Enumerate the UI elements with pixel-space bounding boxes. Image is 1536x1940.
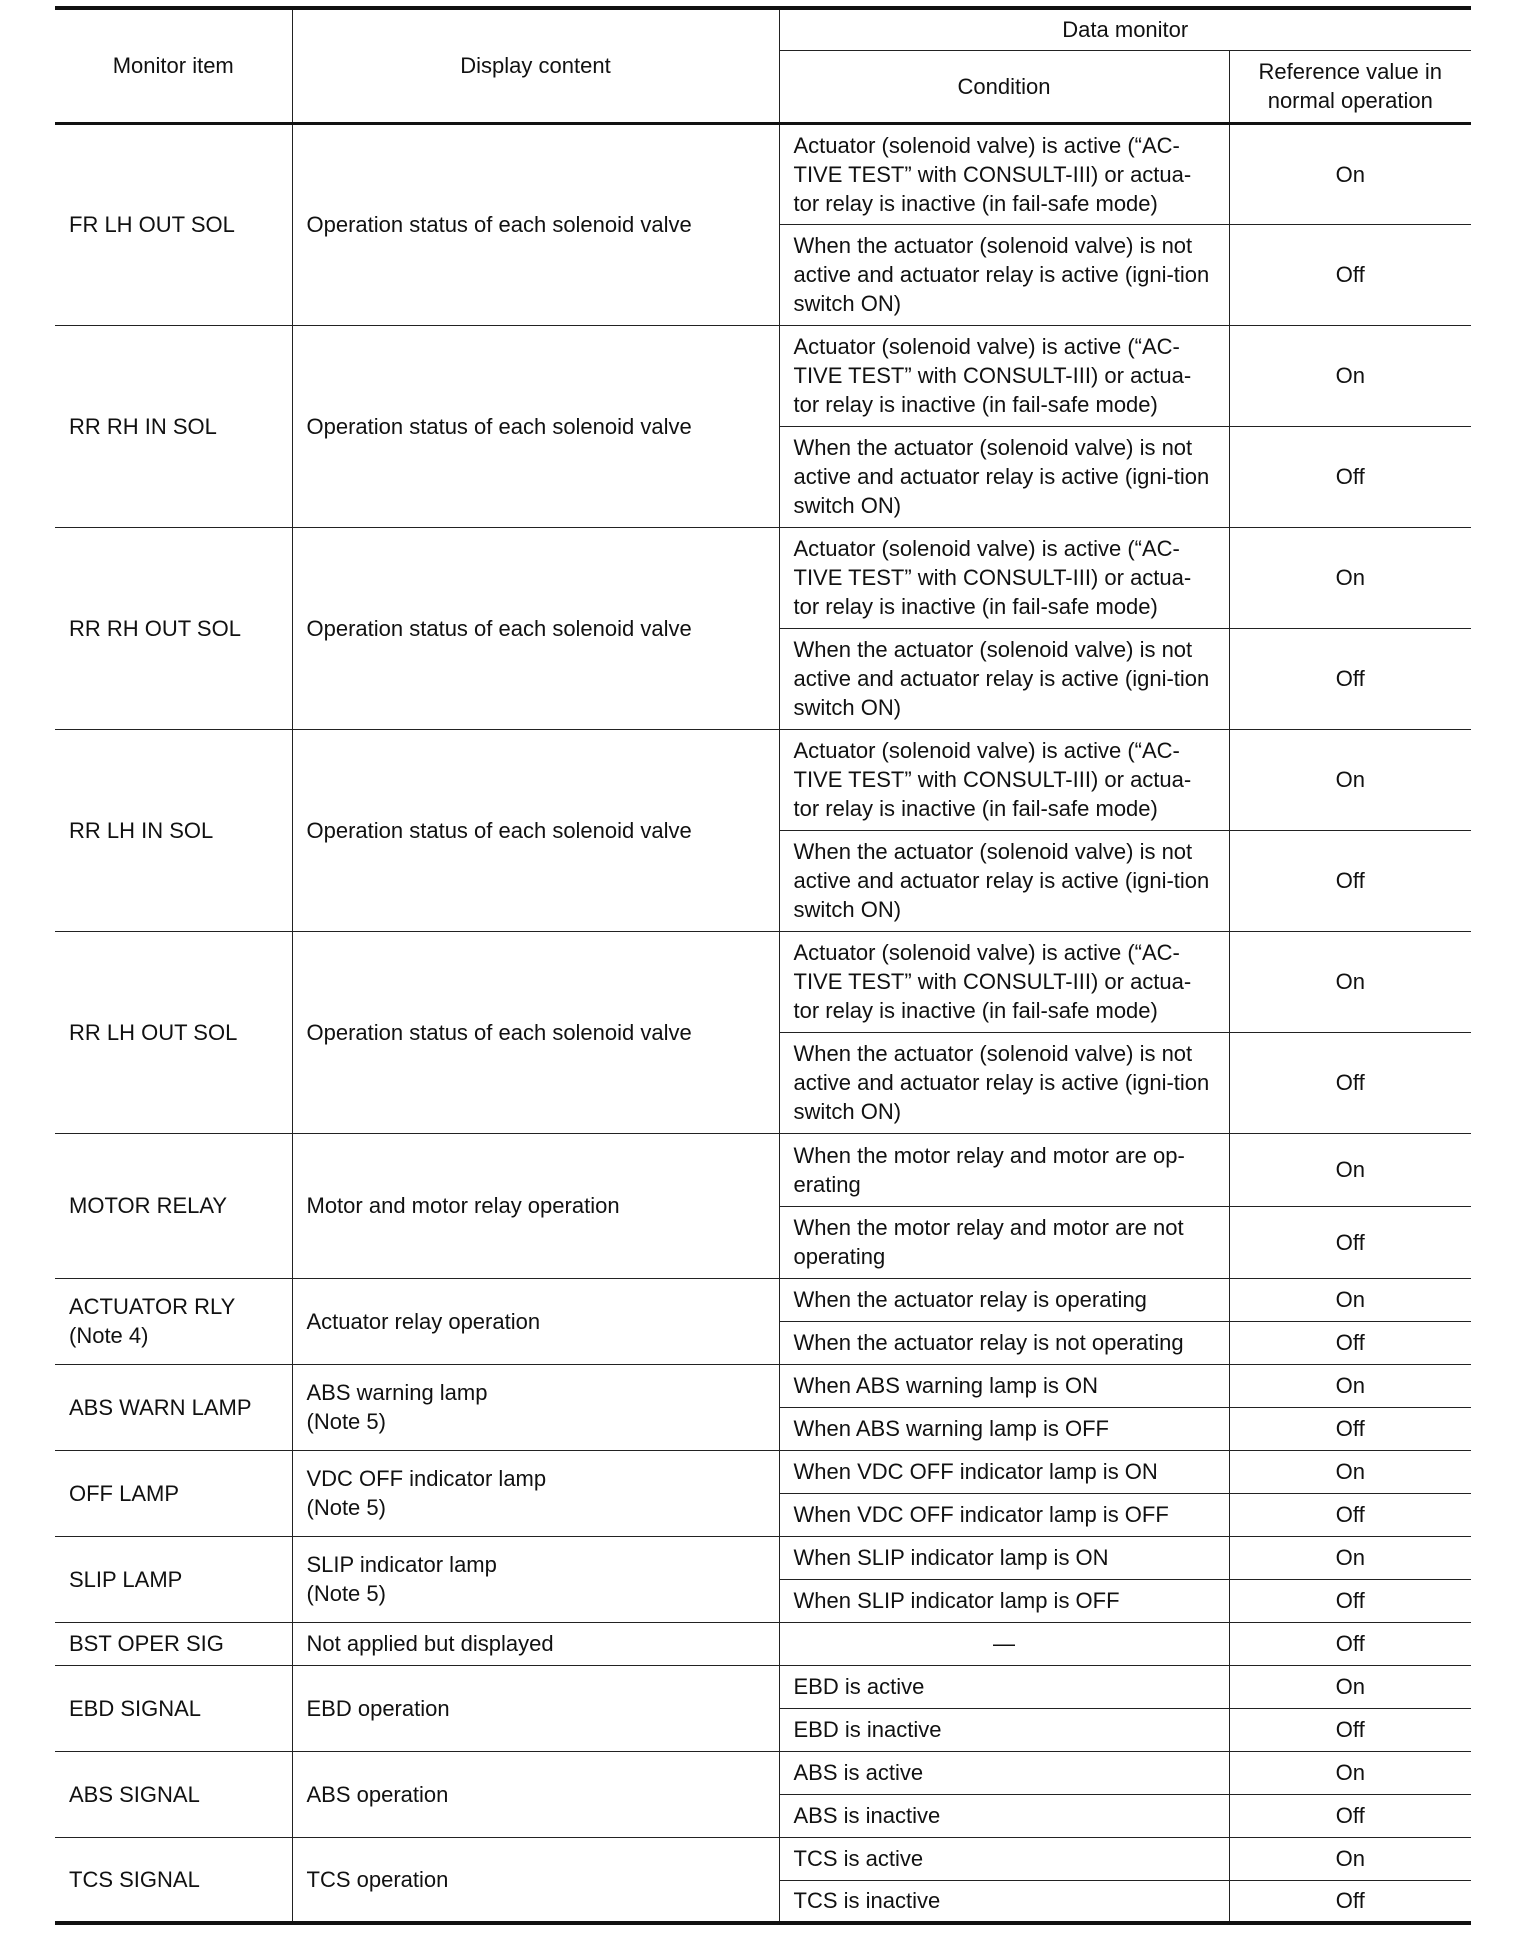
reference-value-cell: On [1229, 729, 1471, 830]
reference-value-cell: On [1229, 1751, 1471, 1794]
monitor-item-cell: FR LH OUT SOL [55, 123, 292, 325]
reference-value-cell: Off [1229, 1622, 1471, 1665]
reference-value-cell: On [1229, 527, 1471, 628]
condition-cell: When the actuator (solenoid valve) is not active and actuator relay is active (igni-tion switch ON) [779, 1032, 1229, 1133]
display-content-cell: Operation status of each solenoid valve [292, 123, 779, 325]
condition-cell: Actuator (solenoid valve) is active (“AC-TIVE TEST” with CONSULT-III) or actua-tor relay is inactive (in fail-safe mode) [779, 325, 1229, 426]
table-row [55, 527, 1471, 628]
reference-value-cell: Off [1229, 628, 1471, 729]
reference-value-cell: Off [1229, 1032, 1471, 1133]
reference-value-cell: Off [1229, 1880, 1471, 1923]
condition-cell: When VDC OFF indicator lamp is ON [779, 1450, 1229, 1493]
table-row [55, 729, 1471, 830]
monitor-item-cell: SLIP LAMP [55, 1536, 292, 1622]
display-content-cell: TCS operation [292, 1837, 779, 1923]
table-row [55, 1837, 1471, 1880]
condition-cell: When VDC OFF indicator lamp is OFF [779, 1493, 1229, 1536]
table-row [55, 931, 1471, 1032]
display-content-cell: Operation status of each solenoid valve [292, 527, 779, 729]
table-row [55, 325, 1471, 426]
display-content-cell: Operation status of each solenoid valve [292, 931, 779, 1133]
condition-cell: When the actuator relay is operating [779, 1278, 1229, 1321]
reference-value-cell: On [1229, 325, 1471, 426]
display-content-cell: VDC OFF indicator lamp (Note 5) [292, 1450, 779, 1536]
display-content-cell: SLIP indicator lamp (Note 5) [292, 1536, 779, 1622]
reference-value-cell: On [1229, 1133, 1471, 1206]
monitor-item-cell: RR RH OUT SOL [55, 527, 292, 729]
condition-cell: When the actuator (solenoid valve) is not active and actuator relay is active (igni-tion switch ON) [779, 830, 1229, 931]
monitor-item-cell: ACTUATOR RLY (Note 4) [55, 1278, 292, 1364]
reference-value-cell: Off [1229, 1579, 1471, 1622]
condition-cell: When ABS warning lamp is ON [779, 1364, 1229, 1407]
table-row [55, 1364, 1471, 1407]
condition-cell: Actuator (solenoid valve) is active (“AC-TIVE TEST” with CONSULT-III) or actua-tor relay is inactive (in fail-safe mode) [779, 931, 1229, 1032]
monitor-item-cell: RR LH OUT SOL [55, 931, 292, 1133]
header-reference-value: Reference value in normal operation [1229, 50, 1471, 123]
reference-value-cell: On [1229, 931, 1471, 1032]
reference-value-cell: On [1229, 1450, 1471, 1493]
header-monitor-item: Monitor item [55, 8, 292, 123]
reference-value-cell: On [1229, 1837, 1471, 1880]
header-display-content: Display content [292, 8, 779, 123]
monitor-item-cell: BST OPER SIG [55, 1622, 292, 1665]
reference-value-cell: On [1229, 1278, 1471, 1321]
display-content-cell: Actuator relay operation [292, 1278, 779, 1364]
condition-cell: When the actuator relay is not operating [779, 1321, 1229, 1364]
condition-cell: When SLIP indicator lamp is OFF [779, 1579, 1229, 1622]
reference-value-cell: Off [1229, 1321, 1471, 1364]
condition-cell: Actuator (solenoid valve) is active (“AC-TIVE TEST” with CONSULT-III) or actua-tor relay is inactive (in fail-safe mode) [779, 527, 1229, 628]
condition-cell: — [779, 1622, 1229, 1665]
monitor-item-cell: ABS WARN LAMP [55, 1364, 292, 1450]
reference-value-cell: On [1229, 123, 1471, 224]
condition-cell: EBD is active [779, 1665, 1229, 1708]
condition-cell: Actuator (solenoid valve) is active (“AC-TIVE TEST” with CONSULT-III) or actua-tor relay is inactive (in fail-safe mode) [779, 123, 1229, 224]
condition-cell: ABS is inactive [779, 1794, 1229, 1837]
display-content-cell: ABS operation [292, 1751, 779, 1837]
table-row [55, 123, 1471, 224]
condition-cell: TCS is inactive [779, 1880, 1229, 1923]
reference-value-cell: Off [1229, 426, 1471, 527]
reference-value-cell: Off [1229, 1493, 1471, 1536]
table-row [55, 1450, 1471, 1493]
display-content-cell: Motor and motor relay operation [292, 1133, 779, 1278]
condition-cell: When the motor relay and motor are not operating [779, 1206, 1229, 1278]
table-row [55, 1751, 1471, 1794]
display-content-cell: EBD operation [292, 1665, 779, 1751]
reference-value-cell: Off [1229, 1708, 1471, 1751]
condition-cell: When the actuator (solenoid valve) is not active and actuator relay is active (igni-tion switch ON) [779, 426, 1229, 527]
display-content-cell: ABS warning lamp (Note 5) [292, 1364, 779, 1450]
reference-value-cell: On [1229, 1364, 1471, 1407]
reference-value-cell: On [1229, 1536, 1471, 1579]
condition-cell: When the actuator (solenoid valve) is not active and actuator relay is active (igni-tion switch ON) [779, 224, 1229, 325]
monitor-item-cell: ABS SIGNAL [55, 1751, 292, 1837]
reference-value-cell: Off [1229, 1206, 1471, 1278]
monitor-item-cell: EBD SIGNAL [55, 1665, 292, 1751]
condition-cell: When the motor relay and motor are op-erating [779, 1133, 1229, 1206]
reference-value-cell: On [1229, 1665, 1471, 1708]
reference-value-cell: Off [1229, 1407, 1471, 1450]
condition-cell: ABS is active [779, 1751, 1229, 1794]
condition-cell: When ABS warning lamp is OFF [779, 1407, 1229, 1450]
table-row [55, 1536, 1471, 1579]
data-monitor-table [55, 6, 1471, 1925]
display-content-cell: Operation status of each solenoid valve [292, 325, 779, 527]
monitor-item-cell: RR LH IN SOL [55, 729, 292, 931]
table-row [55, 1133, 1471, 1206]
table-row [55, 1622, 1471, 1665]
header-condition: Condition [779, 50, 1229, 123]
condition-cell: When SLIP indicator lamp is ON [779, 1536, 1229, 1579]
monitor-item-cell: RR RH IN SOL [55, 325, 292, 527]
monitor-item-cell: TCS SIGNAL [55, 1837, 292, 1923]
condition-cell: When the actuator (solenoid valve) is not active and actuator relay is active (igni-tion switch ON) [779, 628, 1229, 729]
reference-value-cell: Off [1229, 1794, 1471, 1837]
table-row [55, 1665, 1471, 1708]
display-content-cell: Operation status of each solenoid valve [292, 729, 779, 931]
condition-cell: TCS is active [779, 1837, 1229, 1880]
table-row [55, 1278, 1471, 1321]
reference-value-cell: Off [1229, 224, 1471, 325]
monitor-item-cell: MOTOR RELAY [55, 1133, 292, 1278]
display-content-cell: Not applied but displayed [292, 1622, 779, 1665]
condition-cell: EBD is inactive [779, 1708, 1229, 1751]
reference-value-cell: Off [1229, 830, 1471, 931]
header-data-monitor: Data monitor [779, 8, 1471, 50]
monitor-item-cell: OFF LAMP [55, 1450, 292, 1536]
condition-cell: Actuator (solenoid valve) is active (“AC-TIVE TEST” with CONSULT-III) or actua-tor relay is inactive (in fail-safe mode) [779, 729, 1229, 830]
